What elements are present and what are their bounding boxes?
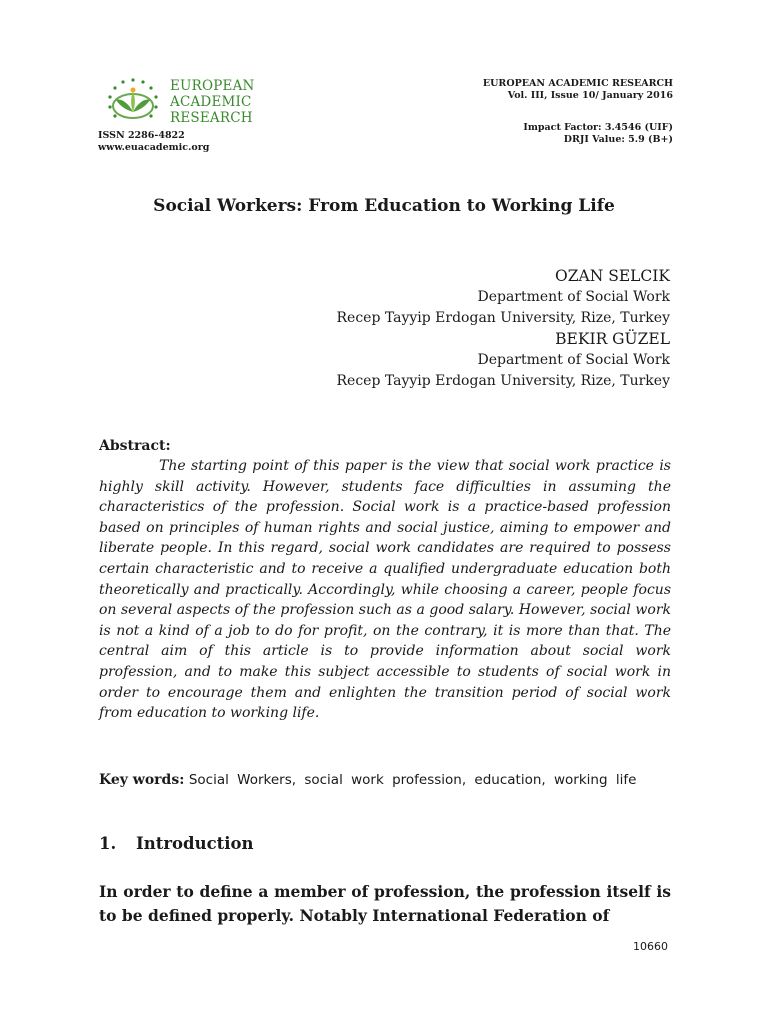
keywords-label: Key words: — [99, 772, 185, 788]
abstract-heading: Abstract: — [99, 438, 171, 454]
paper-title: Social Workers: From Education to Working Life — [153, 196, 615, 216]
logo-line-1: EUROPEAN — [170, 78, 255, 94]
author-department: Department of Social Work — [477, 289, 670, 305]
section-number: 1. — [99, 834, 117, 853]
impact-factor: Impact Factor: 3.4546 (UIF) — [523, 122, 673, 133]
journal-name: EUROPEAN ACADEMIC RESEARCH — [482, 78, 673, 89]
logo-emblem-icon — [98, 76, 168, 132]
author-name: OZAN SELCIK — [555, 267, 670, 285]
logo-line-2: ACADEMIC — [170, 94, 252, 110]
logo-wordmark — [170, 78, 255, 126]
journal-metrics — [523, 122, 673, 146]
section-title: Introduction — [136, 834, 254, 853]
intro-paragraph: In order to define a member of profession, the profession itself is to be defined properly. Notably International Federation of — [99, 882, 671, 925]
journal-info — [483, 78, 673, 102]
author-department: Department of Social Work — [477, 352, 670, 368]
page-number: 10660 — [633, 940, 668, 953]
author-affiliation: Recep Tayyip Erdogan University, Rize, Turkey — [336, 373, 670, 389]
author-affiliation: Recep Tayyip Erdogan University, Rize, Turkey — [336, 310, 670, 326]
abstract-text: The starting point of this paper is the view that social work practice is highly skill activity. However, students face difficulties in assuming the characteristics of the profession. Social work is a practice-based profession based on principles of human rights and social justice, aiming to empower and liberate people. In this regard, social work candidates are required to possess certain characteristic and to receive a qualified undergraduate education both theoretically and practically. Accordingly, while choosing a career, people focus on several aspects of the profession such as a good salary. However, social work is not a kind of a job to do for profit, on the contrary, it is more than that. The central aim of this article is to provide information about social work profession, and to make this subject accessible to students of social work in order to encourage them and enlighten the transition period of social work from education to working life. — [99, 458, 671, 722]
author-name: BEKIR GÜZEL — [555, 330, 670, 348]
issn-block — [98, 130, 209, 154]
section-heading — [99, 834, 254, 853]
drji-value: DRJI Value: 5.9 (B+) — [563, 134, 673, 145]
abstract-section — [99, 436, 671, 724]
website: www.euacademic.org — [98, 142, 210, 153]
issn: ISSN 2286-4822 — [98, 130, 185, 141]
keywords — [99, 770, 671, 791]
keywords-text: Social Workers, social work profession, education, working life — [188, 772, 637, 788]
logo-line-3: RESEARCH — [170, 110, 253, 126]
author-block — [337, 266, 670, 392]
volume-issue: Vol. III, Issue 10/ January 2016 — [507, 90, 673, 101]
